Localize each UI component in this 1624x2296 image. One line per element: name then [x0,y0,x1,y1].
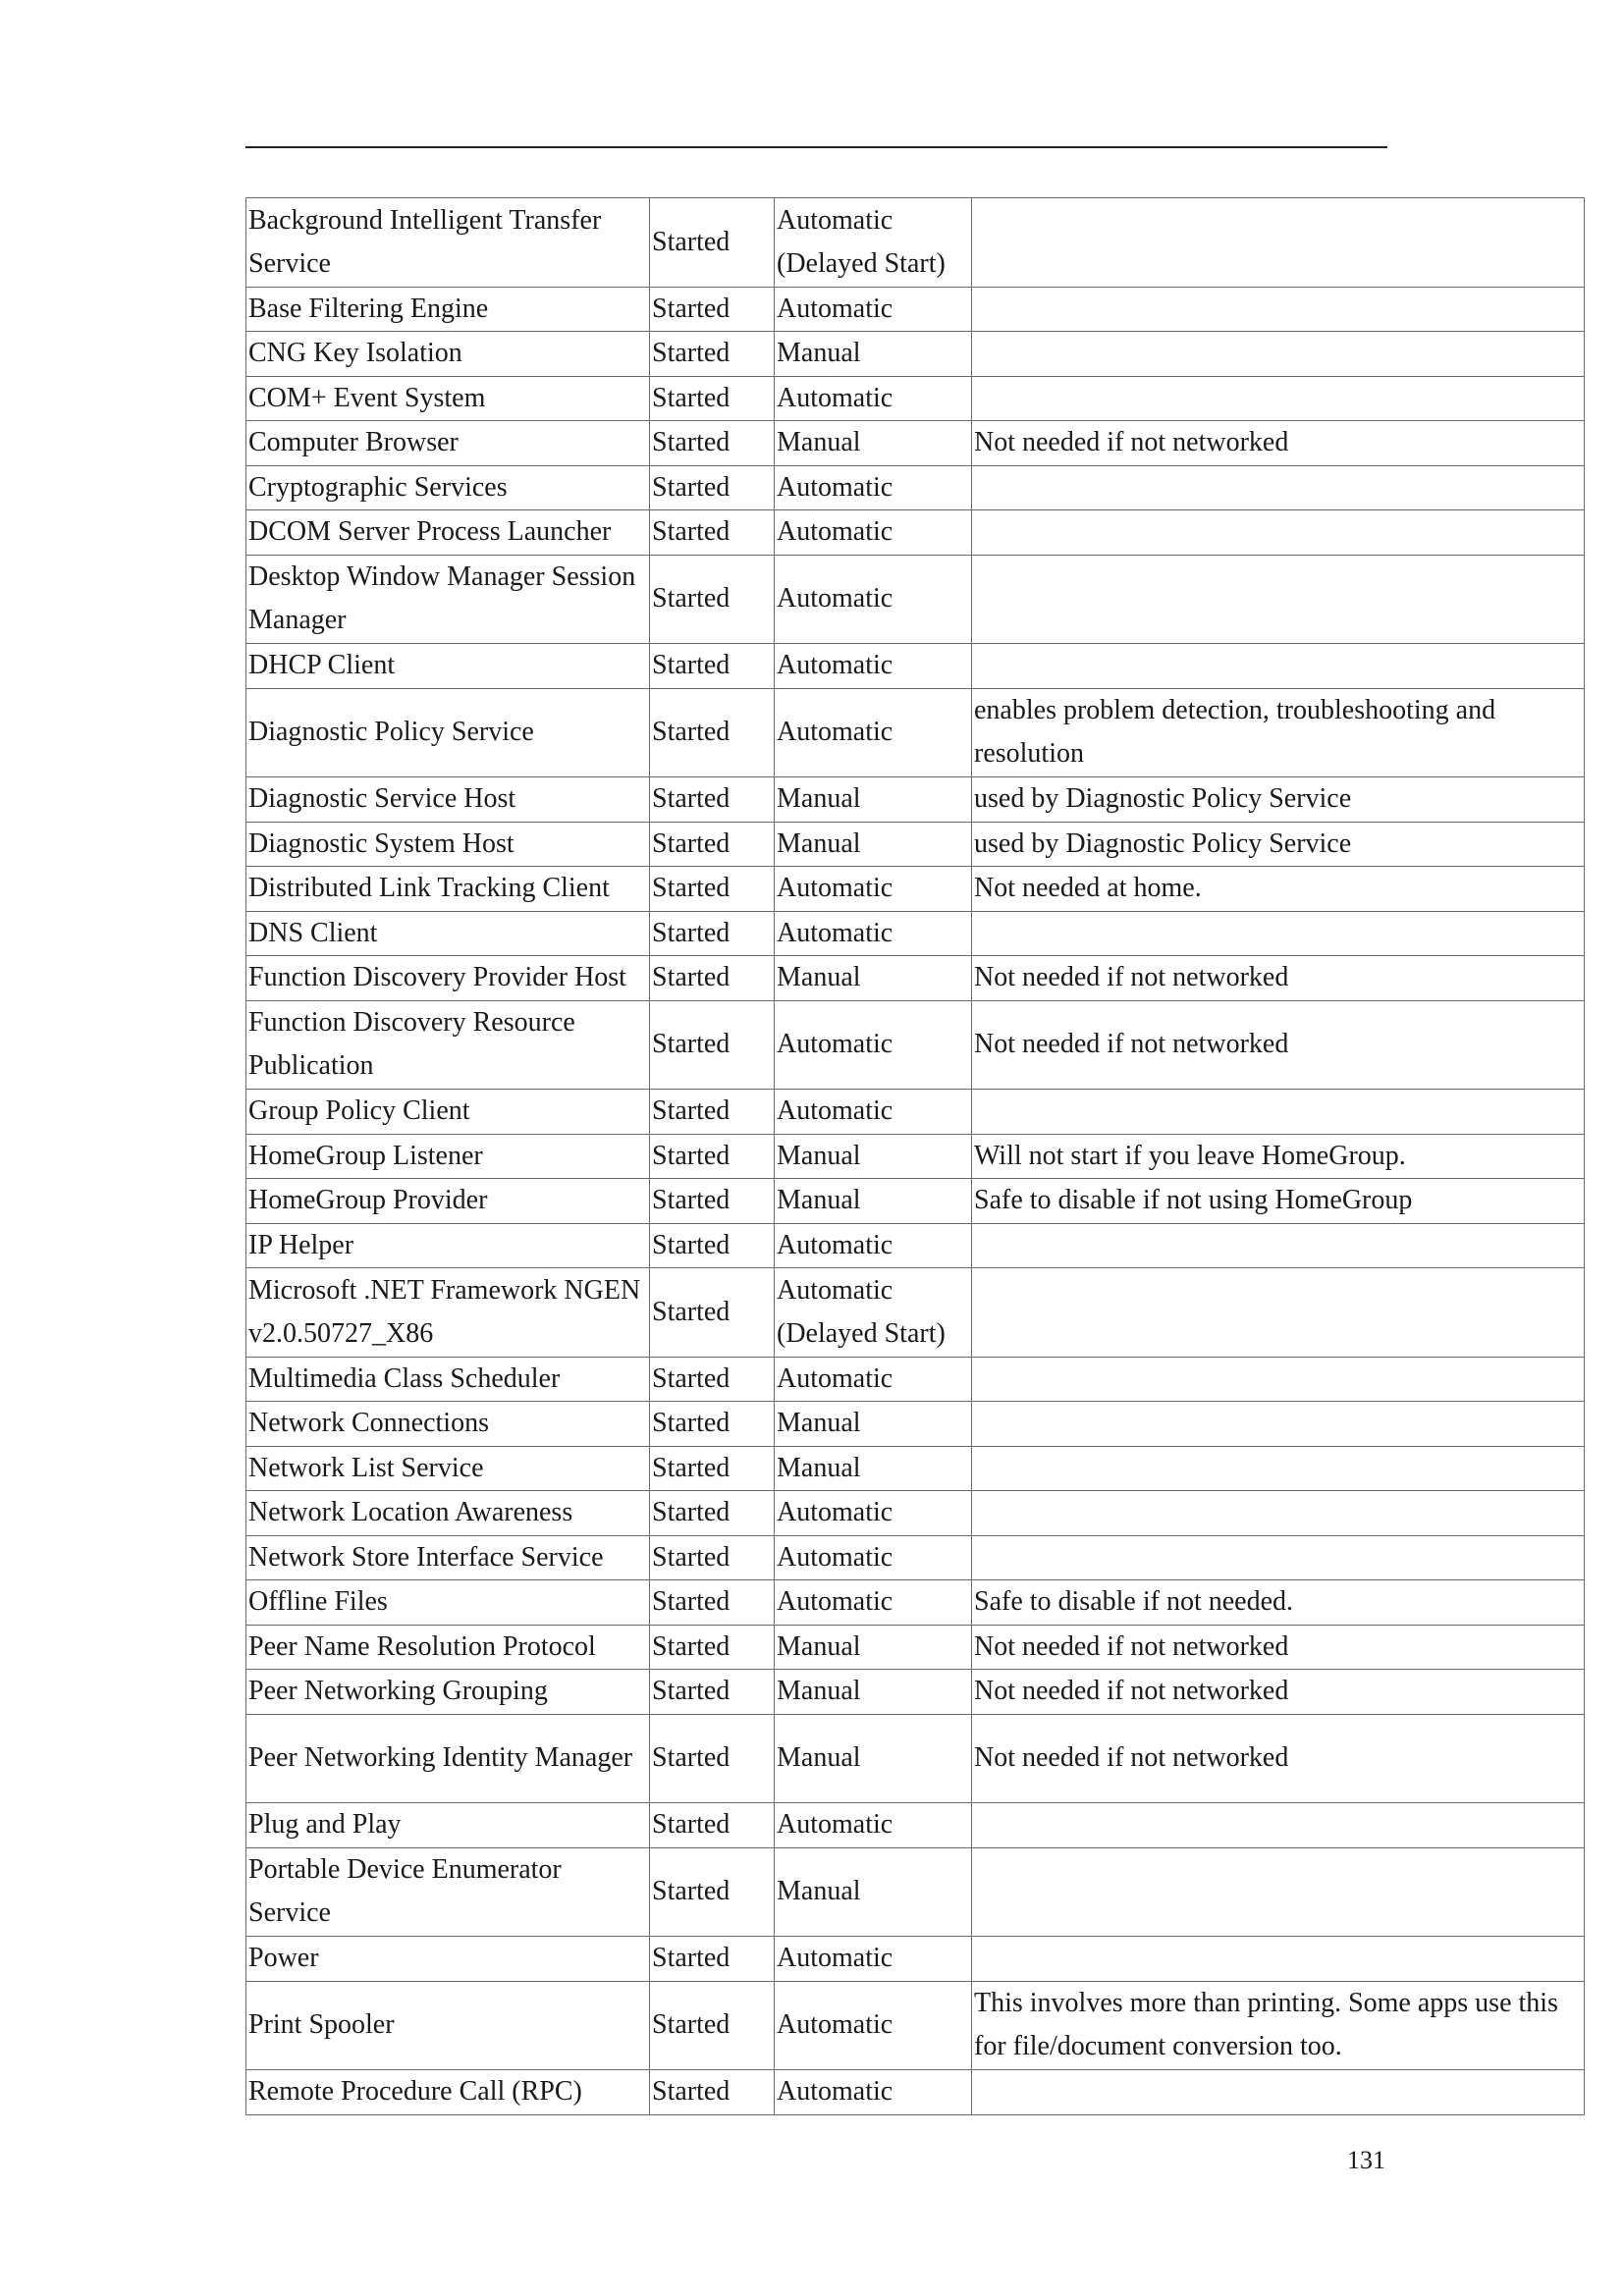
service-status-cell: Started [650,1937,775,1982]
service-notes-cell [972,1223,1585,1268]
service-status-cell: Started [650,1670,775,1715]
service-startup-type-cell: Automatic [775,287,972,332]
table-row [246,1535,1585,1580]
service-name-cell: Power [246,1937,650,1982]
service-name-cell: Remote Procedure Call (RPC) [246,2070,650,2115]
service-startup-type-cell: Automatic [775,688,972,777]
service-name-cell: DNS Client [246,911,650,956]
service-startup-type-cell: Automatic [775,555,972,644]
service-notes-cell: Not needed if not networked [972,1670,1585,1715]
table-row [246,1847,1585,1937]
service-notes-cell [972,510,1585,556]
service-name-cell: DCOM Server Process Launcher [246,510,650,556]
table-row [246,1090,1585,1135]
service-name-cell: Peer Networking Identity Manager [246,1714,650,1803]
service-status-cell: Started [650,465,775,510]
service-name-cell: Base Filtering Engine [246,287,650,332]
service-startup-type-cell: Manual [775,1134,972,1179]
table-row [246,421,1585,466]
table-row [246,287,1585,332]
table-row [246,1937,1585,1982]
table-row [246,465,1585,510]
table-row [246,1268,1585,1358]
service-startup-type-cell: Automatic [775,465,972,510]
service-name-cell: HomeGroup Listener [246,1134,650,1179]
table-row [246,1580,1585,1626]
service-status-cell: Started [650,287,775,332]
table-row [246,688,1585,777]
service-notes-cell: Safe to disable if not needed. [972,1580,1585,1626]
service-notes-cell: Not needed if not networked [972,1000,1585,1090]
service-name-cell: CNG Key Isolation [246,332,650,377]
service-notes-cell: Safe to disable if not using HomeGroup [972,1179,1585,1224]
table-row [246,777,1585,823]
service-status-cell: Started [650,1223,775,1268]
service-startup-type-cell: Automatic [775,1491,972,1536]
service-status-cell: Started [650,1446,775,1491]
service-name-cell: Group Policy Client [246,1090,650,1135]
service-notes-cell [972,198,1585,288]
table-row [246,1625,1585,1670]
service-status-cell: Started [650,1090,775,1135]
service-notes-cell [972,1402,1585,1447]
service-startup-type-cell: Manual [775,822,972,867]
service-notes-cell [972,1803,1585,1848]
service-status-cell: Started [650,1268,775,1358]
service-startup-type-cell: Automatic [775,867,972,912]
service-notes-cell [972,376,1585,421]
service-startup-type-cell: Automatic [775,1357,972,1402]
service-status-cell: Started [650,376,775,421]
table-row [246,911,1585,956]
service-notes-cell [972,1535,1585,1580]
service-startup-type-cell: Automatic (Delayed Start) [775,1268,972,1358]
service-startup-type-cell: Automatic [775,644,972,689]
service-notes-cell: Not needed if not networked [972,956,1585,1001]
service-status-cell: Started [650,421,775,466]
service-startup-type-cell: Manual [775,1625,972,1670]
service-status-cell: Started [650,1357,775,1402]
service-status-cell: Started [650,1847,775,1937]
table-row [246,510,1585,556]
service-notes-cell: used by Diagnostic Policy Service [972,822,1585,867]
service-startup-type-cell: Automatic [775,1090,972,1135]
service-notes-cell: Not needed if not networked [972,1625,1585,1670]
service-startup-type-cell: Automatic [775,1223,972,1268]
table-row [246,1357,1585,1402]
service-status-cell: Started [650,911,775,956]
services-table-body [246,198,1585,2115]
service-name-cell: Function Discovery Provider Host [246,956,650,1001]
service-startup-type-cell: Manual [775,421,972,466]
service-notes-cell [972,1446,1585,1491]
table-row [246,822,1585,867]
service-startup-type-cell: Manual [775,1446,972,1491]
service-startup-type-cell: Automatic [775,911,972,956]
table-row [246,956,1585,1001]
service-status-cell: Started [650,1714,775,1803]
table-row [246,555,1585,644]
table-row [246,1491,1585,1536]
service-name-cell: Function Discovery Resource Publication [246,1000,650,1090]
table-row [246,1223,1585,1268]
service-name-cell: Portable Device Enumerator Service [246,1847,650,1937]
service-name-cell: Background Intelligent Transfer Service [246,198,650,288]
service-status-cell: Started [650,1625,775,1670]
service-name-cell: Cryptographic Services [246,465,650,510]
service-notes-cell: Not needed at home. [972,867,1585,912]
service-startup-type-cell: Manual [775,332,972,377]
service-name-cell: Peer Networking Grouping [246,1670,650,1715]
service-startup-type-cell: Automatic [775,2070,972,2115]
service-startup-type-cell: Manual [775,777,972,823]
service-startup-type-cell: Manual [775,1670,972,1715]
service-startup-type-cell: Automatic [775,1535,972,1580]
service-startup-type-cell: Automatic [775,1981,972,2070]
service-status-cell: Started [650,1580,775,1626]
table-row [246,1000,1585,1090]
table-row [246,1134,1585,1179]
service-startup-type-cell: Automatic [775,1937,972,1982]
service-name-cell: DHCP Client [246,644,650,689]
service-startup-type-cell: Manual [775,1179,972,1224]
service-notes-cell: enables problem detection, troubleshooting and resolution [972,688,1585,777]
service-startup-type-cell: Manual [775,1714,972,1803]
service-notes-cell [972,555,1585,644]
service-name-cell: HomeGroup Provider [246,1179,650,1224]
service-notes-cell [972,911,1585,956]
table-row [246,867,1585,912]
service-status-cell: Started [650,688,775,777]
service-status-cell: Started [650,1803,775,1848]
page-number: 131 [1347,2146,1385,2174]
service-notes-cell [972,1090,1585,1135]
service-status-cell: Started [650,2070,775,2115]
service-name-cell: Peer Name Resolution Protocol [246,1625,650,1670]
service-name-cell: Print Spooler [246,1981,650,2070]
service-startup-type-cell: Automatic [775,1803,972,1848]
table-row [246,2070,1585,2115]
service-status-cell: Started [650,198,775,288]
header-rule [245,146,1387,148]
table-row [246,1714,1585,1803]
service-status-cell: Started [650,867,775,912]
service-status-cell: Started [650,1402,775,1447]
service-name-cell: IP Helper [246,1223,650,1268]
service-notes-cell [972,644,1585,689]
table-row [246,1981,1585,2070]
service-name-cell: Microsoft .NET Framework NGEN v2.0.50727_X86 [246,1268,650,1358]
service-name-cell: Network Connections [246,1402,650,1447]
service-status-cell: Started [650,1134,775,1179]
service-notes-cell: Not needed if not networked [972,1714,1585,1803]
service-name-cell: COM+ Event System [246,376,650,421]
service-status-cell: Started [650,1000,775,1090]
service-status-cell: Started [650,555,775,644]
service-notes-cell [972,1937,1585,1982]
service-notes-cell: Will not start if you leave HomeGroup. [972,1134,1585,1179]
service-name-cell: Network List Service [246,1446,650,1491]
table-row [246,644,1585,689]
table-row [246,1179,1585,1224]
table-row [246,376,1585,421]
service-notes-cell [972,1491,1585,1536]
service-status-cell: Started [650,1535,775,1580]
service-name-cell: Diagnostic Service Host [246,777,650,823]
table-row [246,1803,1585,1848]
service-notes-cell [972,1268,1585,1358]
service-status-cell: Started [650,644,775,689]
service-status-cell: Started [650,332,775,377]
service-notes-cell [972,2070,1585,2115]
service-name-cell: Plug and Play [246,1803,650,1848]
service-startup-type-cell: Automatic [775,1000,972,1090]
service-notes-cell [972,465,1585,510]
service-notes-cell [972,287,1585,332]
service-name-cell: Computer Browser [246,421,650,466]
service-startup-type-cell: Manual [775,956,972,1001]
services-table [245,197,1585,2115]
service-startup-type-cell: Automatic (Delayed Start) [775,198,972,288]
table-row [246,1446,1585,1491]
service-name-cell: Network Store Interface Service [246,1535,650,1580]
service-name-cell: Network Location Awareness [246,1491,650,1536]
service-startup-type-cell: Manual [775,1847,972,1937]
service-name-cell: Diagnostic Policy Service [246,688,650,777]
table-row [246,198,1585,288]
service-name-cell: Distributed Link Tracking Client [246,867,650,912]
service-startup-type-cell: Manual [775,1402,972,1447]
service-notes-cell [972,1357,1585,1402]
service-notes-cell [972,1847,1585,1937]
service-notes-cell [972,332,1585,377]
service-status-cell: Started [650,822,775,867]
service-status-cell: Started [650,777,775,823]
service-name-cell: Diagnostic System Host [246,822,650,867]
service-notes-cell: used by Diagnostic Policy Service [972,777,1585,823]
service-notes-cell: This involves more than printing. Some apps use this for file/document conversion too. [972,1981,1585,2070]
service-status-cell: Started [650,956,775,1001]
service-startup-type-cell: Automatic [775,1580,972,1626]
service-name-cell: Multimedia Class Scheduler [246,1357,650,1402]
service-status-cell: Started [650,510,775,556]
table-row [246,1402,1585,1447]
service-name-cell: Offline Files [246,1580,650,1626]
table-row [246,332,1585,377]
service-notes-cell: Not needed if not networked [972,421,1585,466]
service-status-cell: Started [650,1491,775,1536]
table-row [246,1670,1585,1715]
service-name-cell: Desktop Window Manager Session Manager [246,555,650,644]
service-status-cell: Started [650,1981,775,2070]
service-startup-type-cell: Automatic [775,376,972,421]
service-startup-type-cell: Automatic [775,510,972,556]
service-status-cell: Started [650,1179,775,1224]
